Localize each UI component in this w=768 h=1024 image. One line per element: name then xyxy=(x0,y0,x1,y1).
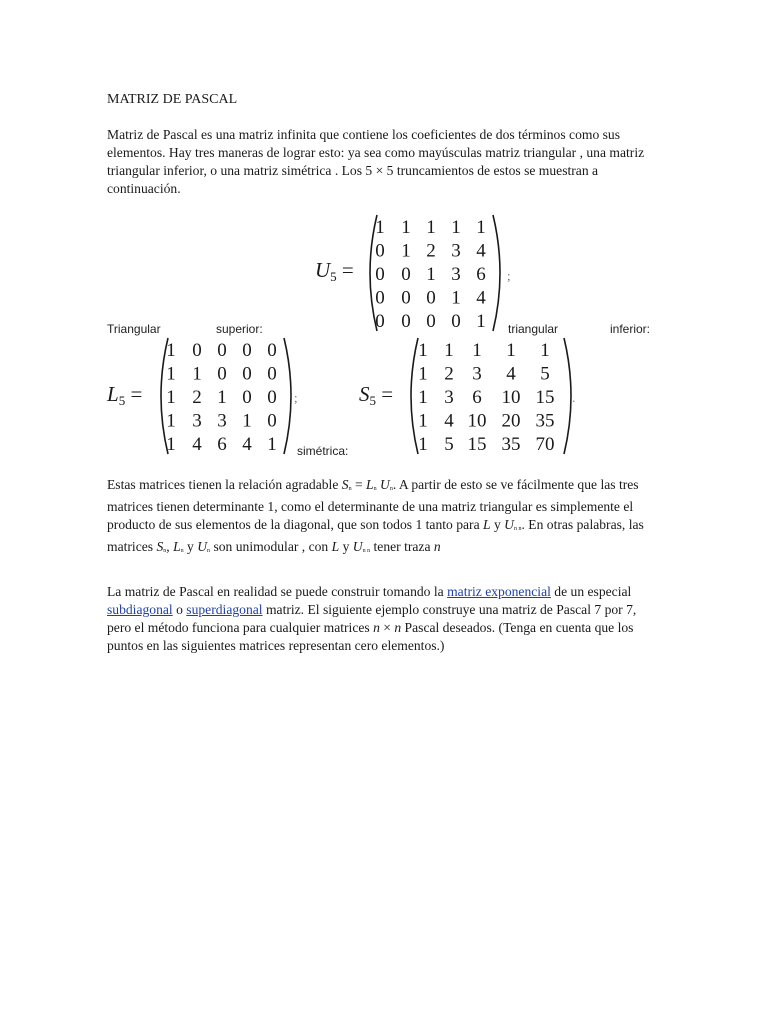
matrix-cell: 0 xyxy=(267,340,277,361)
text-run: Pascal deseados. (Tenga en cuenta que los puntos en las siguientes matrices representan cero elementos.) xyxy=(107,620,634,653)
u5-symbol: U xyxy=(315,258,331,282)
matrix-cell: 1 xyxy=(426,217,436,238)
link-subdiagonal[interactable]: subdiagonal xyxy=(107,602,173,617)
left-parenthesis xyxy=(411,338,418,454)
matrix-cell: 1 xyxy=(375,217,385,238)
right-parenthesis xyxy=(493,215,500,331)
u5-subscript: 5 xyxy=(330,269,337,284)
math-symbol-l: L xyxy=(483,517,491,532)
matrix-cell: 1 xyxy=(418,363,428,385)
matrix-cell: 1 xyxy=(166,363,176,385)
matrix-cell: 1 xyxy=(444,340,454,361)
matrix-cell: 3 xyxy=(217,410,227,432)
matrix-cell: 0 xyxy=(401,311,411,332)
u5-semicolon: ; xyxy=(507,268,511,283)
s5-lhs xyxy=(359,382,393,409)
label-triangular-lower: triangular xyxy=(508,322,559,336)
matrix-cell: 5 xyxy=(540,363,550,385)
s5-subscript: 5 xyxy=(369,393,376,408)
matrix-cell: 0 xyxy=(375,264,385,285)
matrix-cell: 20 xyxy=(501,410,521,432)
matrix-cell: 0 xyxy=(401,287,411,309)
l5-matrix xyxy=(156,336,296,456)
matrix-cell: 15 xyxy=(535,387,555,408)
matrix-cell: 1 xyxy=(476,311,486,332)
matrix-cell: 5 xyxy=(444,434,454,455)
math-symbol-l: L xyxy=(366,477,374,492)
math-symbol-n: n xyxy=(394,620,402,635)
relation-paragraph xyxy=(107,476,663,560)
matrix-cell: 1 xyxy=(418,434,428,455)
math-subscript: n xyxy=(207,548,211,554)
matrix-cell: 0 xyxy=(401,264,411,285)
matrix-cell: 0 xyxy=(217,363,227,385)
matrix-cell: 0 xyxy=(375,240,385,262)
matrix-cell: 3 xyxy=(192,410,202,432)
matrix-cell: 3 xyxy=(444,387,454,408)
intro-paragraph: Matriz de Pascal es una matriz infinita que contiene los coeficientes de dos términos como sus elementos. Hay tres maneras de lograr esto: ya sea como mayúsculas matriz triangular , una matriz triangular inferior, o una matriz simétrica . Los 5 × 5 truncamientos de estos se muestran a continuación. xyxy=(107,127,645,196)
matrix-cell: 15 xyxy=(467,434,487,455)
matrix-cell: 1 xyxy=(192,363,202,385)
matrix-cell: 6 xyxy=(472,387,482,408)
math-subscript: n xyxy=(389,486,393,492)
label-superior: superior: xyxy=(216,322,263,336)
matrix-cell: 4 xyxy=(242,434,252,455)
matrix-cell: 3 xyxy=(472,363,482,385)
math-subscript: n n xyxy=(514,526,522,532)
page-title: MATRIZ DE PASCAL xyxy=(107,92,238,107)
matrix-cell: 10 xyxy=(501,387,521,408)
matrix-cell: 35 xyxy=(501,434,521,455)
matrix-cell: 10 xyxy=(467,410,487,432)
link-superdiagonal[interactable]: superdiagonal xyxy=(186,602,263,617)
matrix-cell: 3 xyxy=(451,264,461,285)
matrix-cell: 1 xyxy=(506,340,516,361)
text-run: de un especial xyxy=(550,584,632,599)
matrix-cell: 4 xyxy=(506,363,516,385)
matrix-cell: 4 xyxy=(476,240,486,262)
text-run: o xyxy=(172,602,187,617)
text-run: son unimodular , con xyxy=(210,539,332,554)
s5-equals: = xyxy=(381,382,394,406)
matrix-cell: 0 xyxy=(451,311,461,332)
math-equals: = xyxy=(354,477,363,492)
construction-paragraph xyxy=(107,583,663,655)
math-symbol-s: S xyxy=(341,477,349,492)
matrix-cell: 1 xyxy=(418,340,428,361)
math-symbol-l: L xyxy=(331,539,340,554)
math-subscript: n xyxy=(373,486,377,492)
matrix-cell: 1 xyxy=(472,340,482,361)
link-matriz-exponencial[interactable]: matriz exponencial xyxy=(447,584,551,599)
s5-symbol: S xyxy=(359,382,370,406)
math-subscript: n xyxy=(348,486,352,492)
matrix-cell: 0 xyxy=(242,387,252,408)
l5-symbol: L xyxy=(107,382,119,406)
label-inferior: inferior: xyxy=(610,322,651,336)
text-run: Estas matrices tienen la relación agradable xyxy=(107,477,342,492)
matrix-cell: 4 xyxy=(476,287,486,309)
text-run: × xyxy=(379,620,395,635)
math-symbol-s: S xyxy=(156,539,164,554)
text-run: La matriz de Pascal en realidad se puede construir tomando la xyxy=(107,584,448,599)
matrix-cell: 1 xyxy=(267,434,277,455)
matrix-cell: 1 xyxy=(401,240,411,262)
matrix-cell: 1 xyxy=(166,340,176,361)
matrix-cell: 1 xyxy=(451,217,461,238)
matrix-cell: 0 xyxy=(426,287,436,309)
matrix-cell: 2 xyxy=(192,387,202,408)
s5-matrix xyxy=(406,336,576,456)
math-symbol-l: L xyxy=(173,539,181,554)
right-parenthesis xyxy=(284,338,291,454)
math-subscript: n xyxy=(163,548,167,554)
matrix-cell: 2 xyxy=(426,240,436,262)
u5-lhs xyxy=(315,258,354,285)
l5-lhs xyxy=(107,382,142,409)
label-simetrica: simétrica: xyxy=(297,444,349,458)
math-subscript: n xyxy=(180,548,184,554)
matrix-cell: 1 xyxy=(166,434,176,455)
matrix-cell: 70 xyxy=(535,434,555,455)
matrix-cell: 6 xyxy=(217,434,227,455)
s5-period: . xyxy=(572,390,576,405)
u5-equals: = xyxy=(341,258,354,282)
matrix-cell: 0 xyxy=(242,363,252,385)
matrix-cell: 1 xyxy=(426,264,436,285)
math-symbol-n: n xyxy=(433,539,441,554)
text-run: y xyxy=(183,539,198,554)
math-symbol-u: U xyxy=(352,539,363,554)
matrix-cell: 1 xyxy=(418,410,428,432)
l5-equals: = xyxy=(130,382,143,406)
matrix-cell: 0 xyxy=(192,340,202,361)
math-symbol-u: U xyxy=(197,539,208,554)
matrix-cell: 1 xyxy=(166,410,176,432)
matrix-cell: 35 xyxy=(535,410,555,432)
text-run: . En otras palabras, las matrices xyxy=(107,517,644,554)
matrix-cell: 1 xyxy=(166,387,176,408)
text-run: y xyxy=(339,539,353,554)
matrix-cell: 1 xyxy=(242,410,252,432)
matrix-cell: 6 xyxy=(476,264,486,285)
matrix-cell: 3 xyxy=(451,240,461,262)
matrix-cell: 0 xyxy=(267,410,277,432)
matrix-cell: 2 xyxy=(444,363,454,385)
text-run: matriz. El siguiente ejemplo construye una matriz de Pascal 7 por 7, pero el método funciona para cualquier matrices xyxy=(107,602,637,635)
matrix-cell: 1 xyxy=(540,340,550,361)
u5-matrix xyxy=(365,213,505,333)
matrix-cell: 4 xyxy=(192,434,202,455)
matrix-cell: 0 xyxy=(375,287,385,309)
matrix-cell: 4 xyxy=(444,410,454,432)
text-run: . A partir de esto se ve fácilmente que las tres matrices tienen determinante 1, como el determinante de una matriz triangular es simplemente el producto de sus elementos de la diagonal, que son todos 1 tanto para xyxy=(107,477,639,532)
l5-subscript: 5 xyxy=(118,393,126,408)
math-symbol-u: U xyxy=(504,517,514,532)
l5-semicolon: ; xyxy=(294,390,298,405)
math-symbol-u: U xyxy=(380,477,390,492)
math-symbol-n: n xyxy=(373,620,380,635)
matrix-cell: 1 xyxy=(401,217,411,238)
matrix-cell: 0 xyxy=(242,340,252,361)
right-parenthesis xyxy=(564,338,571,454)
matrix-cell: 0 xyxy=(426,311,436,332)
matrix-cell: 1 xyxy=(217,387,227,408)
matrix-cell: 0 xyxy=(375,311,385,332)
matrix-cell: 1 xyxy=(476,217,486,238)
matrix-cell: 1 xyxy=(418,387,428,408)
text-run: , xyxy=(166,539,170,554)
label-triangular: Triangular xyxy=(107,322,161,336)
math-subscript: n n xyxy=(362,548,371,554)
matrix-cell: 0 xyxy=(217,340,227,361)
matrix-cell: 0 xyxy=(267,363,277,385)
matrix-cell: 1 xyxy=(451,287,461,309)
text-run: y xyxy=(490,517,505,532)
matrix-cell: 0 xyxy=(267,387,277,408)
text-run: tener traza xyxy=(370,539,434,554)
